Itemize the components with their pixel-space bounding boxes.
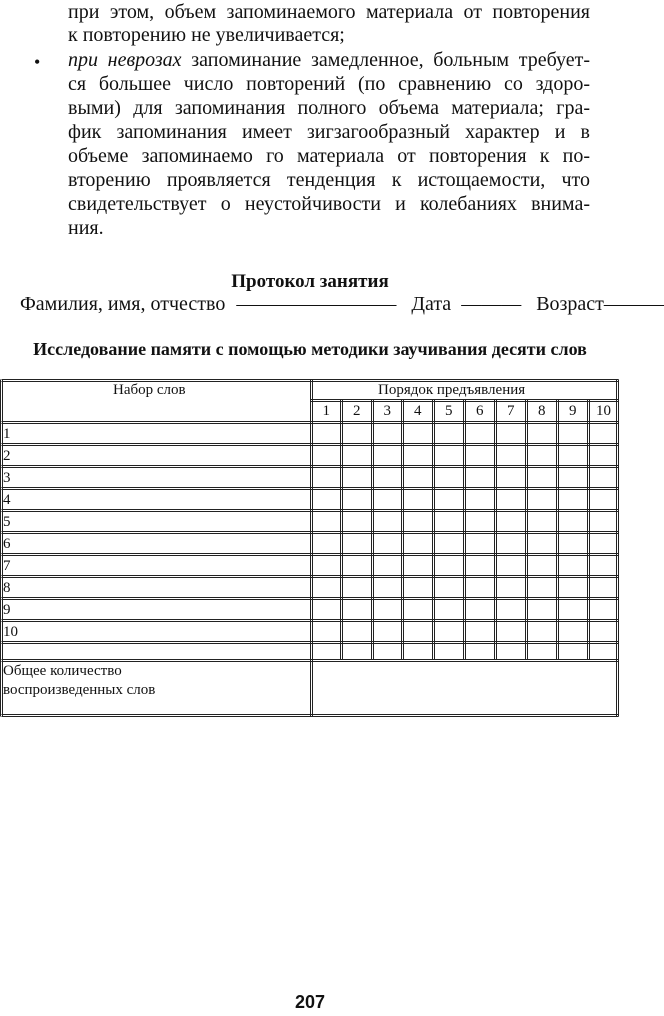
age-blank: ——— [603, 293, 664, 315]
order-number: 7 [507, 403, 515, 419]
date-label: Дата [411, 293, 452, 315]
row-number: 9 [3, 601, 11, 618]
row-number: 7 [3, 557, 11, 574]
row-number: 1 [3, 425, 11, 442]
row-number: 4 [3, 491, 11, 508]
bullet-italic-lead: при неврозах [68, 49, 182, 71]
bullet-line: ся большее число повторений (по сравнению со здоро- [68, 73, 590, 95]
row-number: 8 [3, 579, 11, 596]
row-number: 6 [3, 535, 11, 552]
bullet-line: фик запоминания имеет зигзагообразный характер и в [68, 121, 590, 143]
order-number: 3 [383, 403, 391, 419]
order-number: 5 [445, 403, 453, 419]
bullet-line: вторению проявляется тенденция к истощаемости, что [68, 169, 590, 191]
age-label: Возраст [536, 293, 604, 315]
header-word-set: Набор слов [113, 382, 186, 398]
order-number: 10 [596, 403, 611, 419]
order-number: 8 [538, 403, 546, 419]
study-title: Исследование памяти с помощью методики заучивания десяти слов [33, 339, 587, 359]
bullet-line: ния. [68, 217, 104, 239]
order-number: 1 [322, 403, 330, 419]
paragraph-line: при этом, объем запоминаемого материала от повторения [68, 1, 590, 23]
row-number: 3 [3, 469, 11, 486]
row-number: 5 [3, 513, 11, 530]
protocol-title: Протокол занятия [231, 271, 389, 292]
bullet-line: свидетельствует о неустойчивости и колебаниях внима- [68, 193, 590, 215]
order-number: 2 [353, 403, 361, 419]
total-label-line2: воспроизведенных слов [3, 682, 156, 698]
bullet-first-line-rest: запоминание замедленное, больным требует- [191, 49, 590, 71]
fio-label: Фамилия, имя, отчество [20, 293, 226, 315]
page-number: 207 [294, 992, 326, 1012]
order-number: 9 [569, 403, 577, 419]
order-number: 6 [476, 403, 484, 419]
bullet-line: выми) для запоминания полного объема материала; гра- [68, 97, 590, 119]
total-label-line1: Общее количество [3, 663, 122, 679]
order-number: 4 [414, 403, 422, 419]
bullet-icon: • [34, 52, 41, 72]
fio-blank: ———————— [236, 293, 397, 315]
row-number: 2 [3, 447, 11, 464]
bullet-line: объеме запоминаемо го материала от повторения к по- [68, 145, 590, 167]
date-blank: ——— [461, 293, 522, 315]
paragraph-line: к повторению не увеличивается; [68, 24, 345, 46]
row-number: 10 [3, 623, 18, 640]
header-presentation-order: Порядок предъявления [378, 382, 526, 398]
